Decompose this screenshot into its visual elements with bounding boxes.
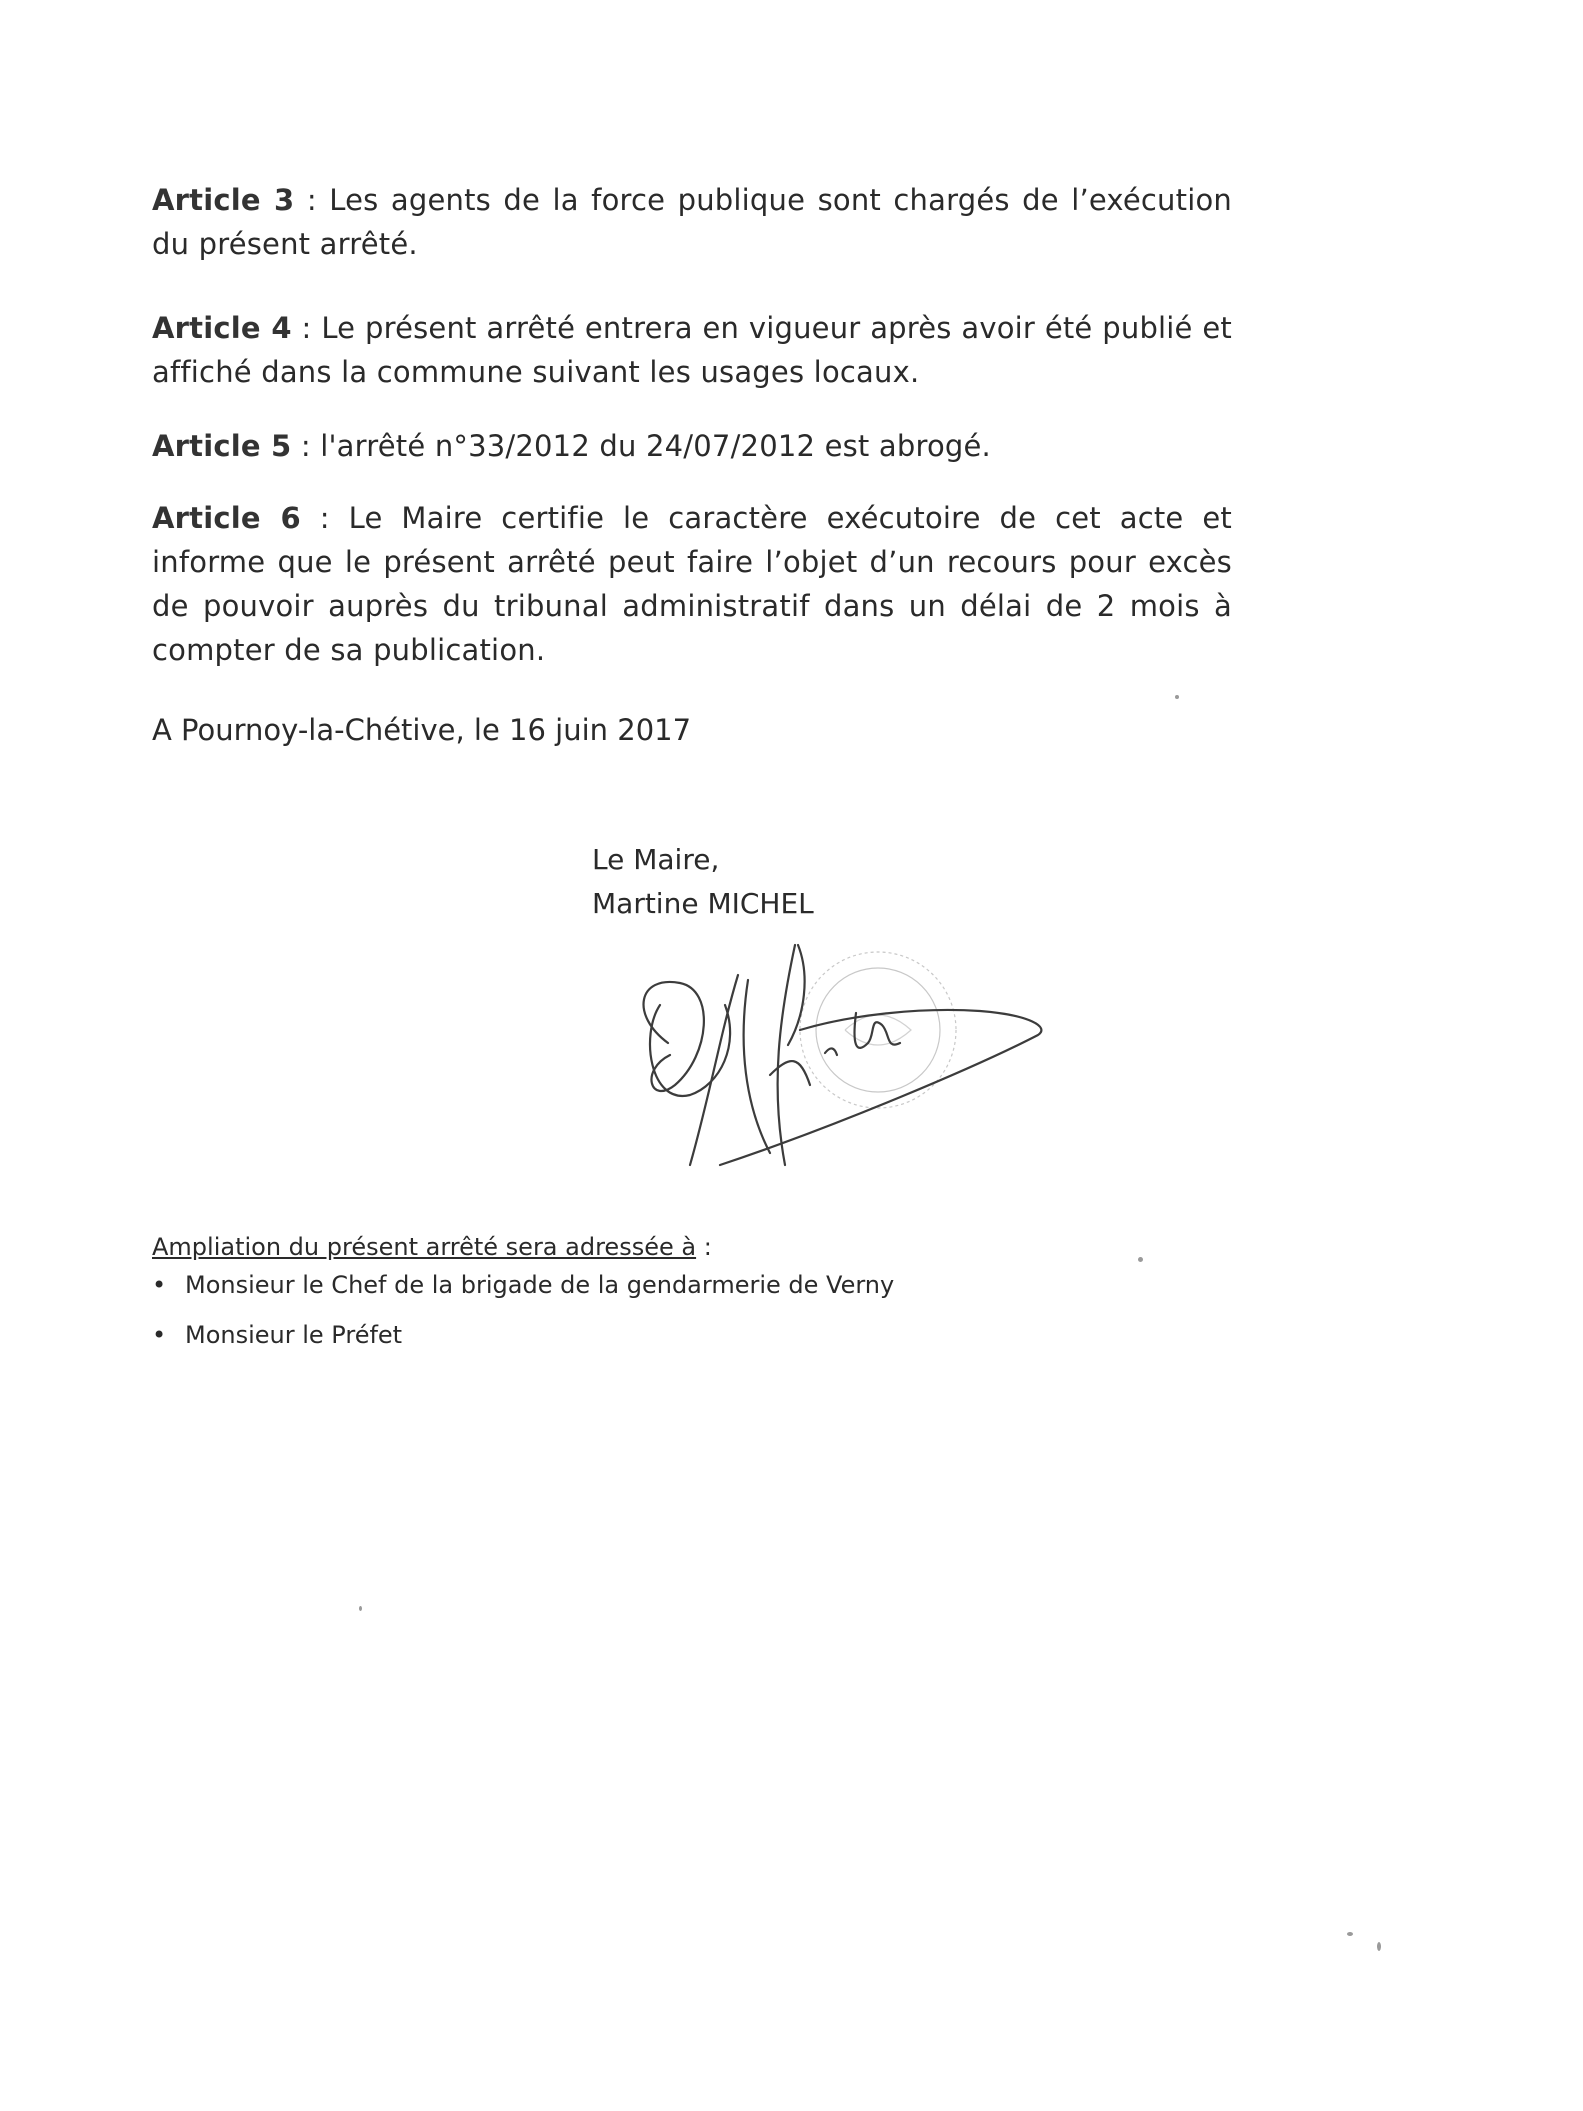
signatory-name: Martine MICHEL — [592, 887, 814, 920]
article-6-text: Le Maire certifie le caractère exécutoire de cet acte et informe que le présent arrêté peut faire l’objet d’un recours pour excès de pouvoir auprès du tribunal administratif dans un délai de 2 mois à compter de sa publication. — [152, 501, 1232, 667]
bullet-icon: • — [152, 1271, 167, 1299]
article-4-label: Article 4 — [152, 311, 292, 345]
article-5 — [152, 424, 1232, 468]
bullet-icon: • — [152, 1321, 167, 1349]
article-4-text: Le présent arrêté entrera en vigueur après avoir été publié et affiché dans la commune suivant les usages locaux. — [152, 311, 1232, 389]
scan-speck — [1347, 1932, 1353, 1936]
article-6-separator: : — [300, 501, 349, 535]
recipient-text: Monsieur le Chef de la brigade de la gendarmerie de Verny — [185, 1271, 895, 1299]
place-and-date: A Pournoy-la-Chétive, le 16 juin 2017 — [152, 713, 692, 747]
ampliation-section — [152, 1230, 894, 1368]
article-5-text: l'arrêté n°33/2012 du 24/07/2012 est abrogé. — [320, 429, 991, 463]
recipient-text: Monsieur le Préfet — [185, 1321, 403, 1349]
article-4 — [152, 306, 1232, 394]
article-3-label: Article 3 — [152, 183, 295, 217]
scan-speck — [1377, 1942, 1381, 1951]
recipient-item — [152, 1268, 894, 1302]
ampliation-heading — [152, 1230, 894, 1264]
article-3 — [152, 178, 1232, 266]
signatory-title: Le Maire, — [592, 843, 720, 876]
article-5-separator: : — [291, 429, 321, 463]
handwritten-signature — [620, 935, 1060, 1185]
article-6-label: Article 6 — [152, 501, 301, 535]
signature-block — [592, 838, 814, 926]
article-4-separator: : — [291, 311, 322, 345]
article-3-text: Les agents de la force publique sont chargés de l’exécution du présent arrêté. — [152, 183, 1232, 261]
article-5-label: Article 5 — [152, 429, 292, 463]
scan-speck — [1175, 695, 1179, 699]
recipient-item — [152, 1318, 894, 1352]
ampliation-title: Ampliation du présent arrêté sera adressée à — [152, 1233, 697, 1261]
recipient-list — [152, 1268, 894, 1352]
articles-section — [152, 178, 1232, 706]
scan-speck — [359, 1606, 362, 1611]
article-6 — [152, 496, 1232, 672]
scan-speck — [1138, 1257, 1143, 1262]
article-3-separator: : — [294, 183, 330, 217]
ampliation-title-suffix: : — [696, 1233, 712, 1261]
